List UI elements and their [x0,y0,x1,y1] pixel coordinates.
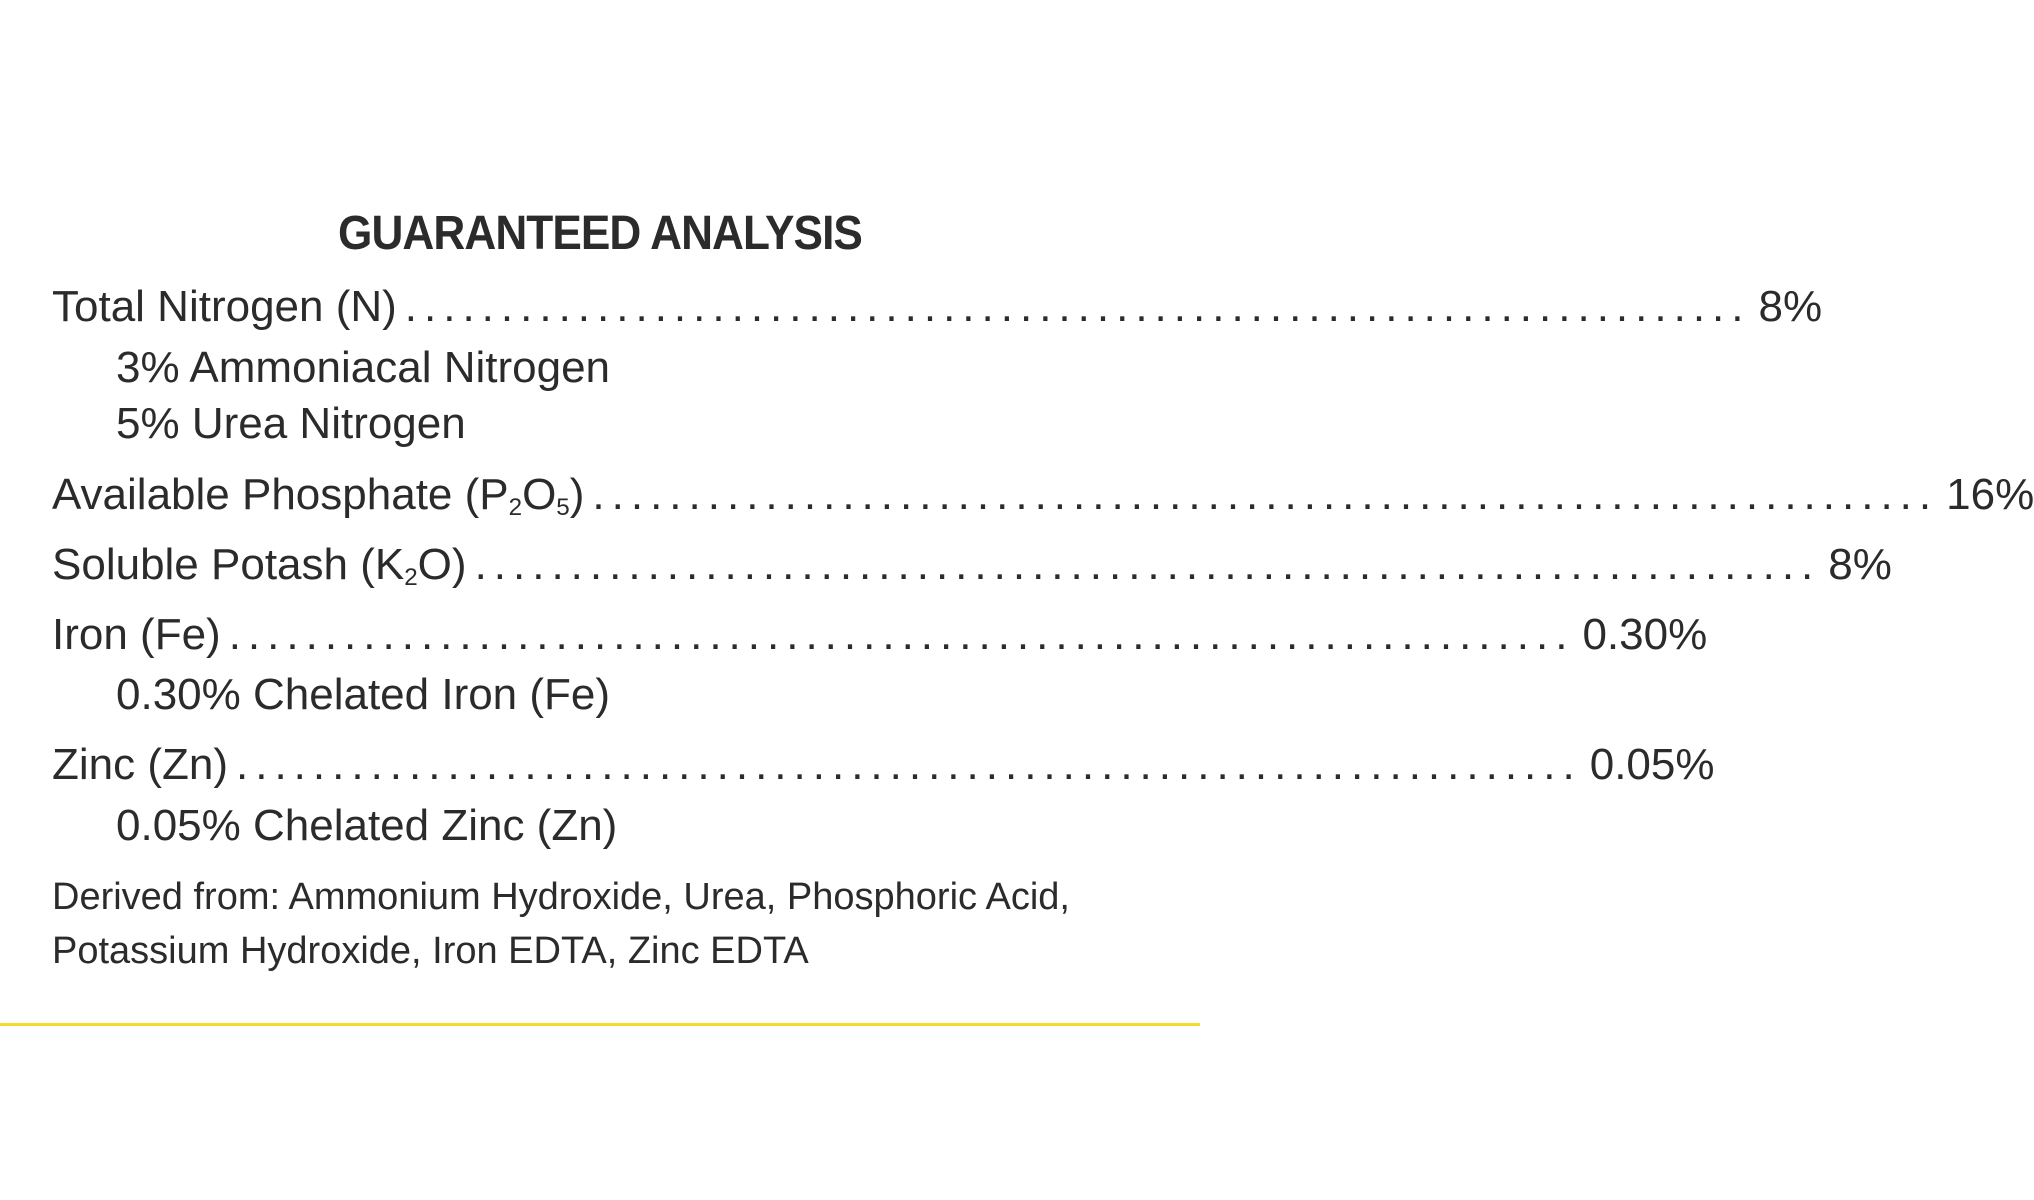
nutrient-name: Iron (Fe) [52,610,221,659]
nutrient-name: Available Phosphate $(P_2O_5)$ [52,470,585,522]
dot-leader: ...................................................................... [228,610,1575,659]
nutrient-name: Soluble Potash $(K_2O)$ [52,540,467,592]
nutrient-subitem: 3% Ammoniacal Nitrogen [116,343,611,392]
dot-leader: ...................................................................... [404,282,1751,331]
nutrient-value: 0.05% [1589,740,1715,789]
nutrient-subitem: 0.05% Chelated Zinc (Zn) [116,801,618,850]
nutrient-value: 8% [1828,540,1892,589]
nutrient-subitem: 5% Urea Nitrogen [116,399,466,448]
dot-leader: ...................................................................... [236,740,1582,789]
nutrient-row-zinc [52,740,1715,790]
nutrient-row-phosphate [52,470,2034,522]
yellow-divider [0,1023,1200,1026]
nutrient-row-potash [52,540,1892,592]
dot-leader: ...................................................................... [592,470,1939,519]
derived-from-text [52,870,1152,978]
nutrient-row-iron [52,610,1708,660]
derived-from-line: Derived from: Ammonium Hydroxide, Urea, Phosphoric Acid, [52,876,1070,918]
nutrient-row-nitrogen [52,282,1823,332]
dot-leader: ...................................................................... [474,540,1821,589]
nutrient-name: Total Nitrogen (N) [52,282,397,331]
label-title: GUARANTEED ANALYSIS [338,207,862,260]
nutrient-value: 16% [1946,470,2034,519]
nutrient-subitem: 0.30% Chelated Iron (Fe) [116,670,611,719]
nutrient-value: 0.30% [1582,610,1708,659]
derived-from-line: Potassium Hydroxide, Iron EDTA, Zinc EDTA [52,930,809,972]
nutrient-value: 8% [1758,282,1823,331]
nutrient-name: Zinc (Zn) [52,740,228,789]
